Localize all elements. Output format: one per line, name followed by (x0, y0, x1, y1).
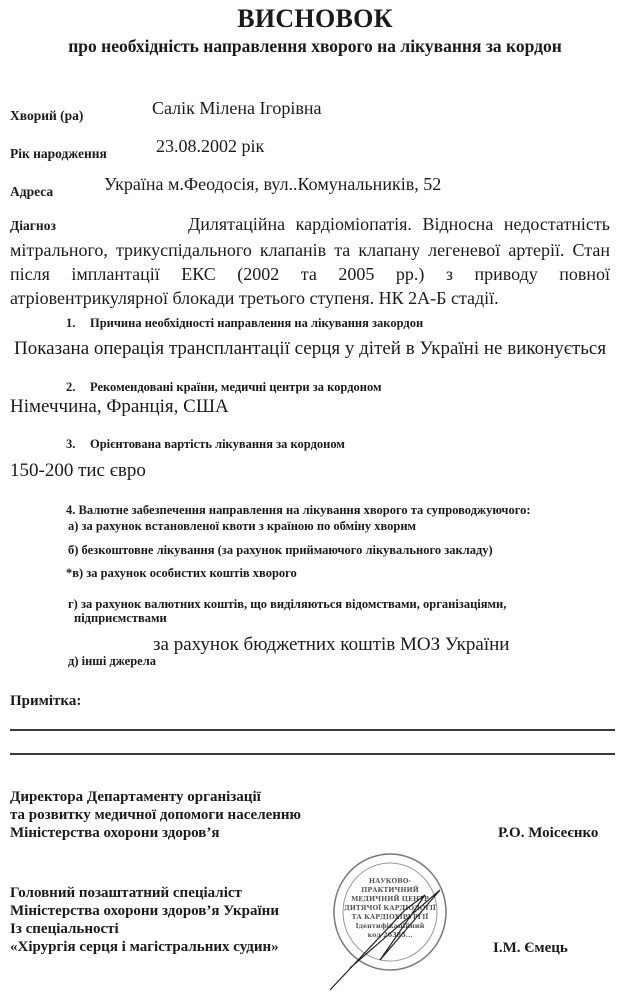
stamp-line-4: ДИТЯЧОЇ КАРДІОЛОГІЇ (344, 904, 436, 912)
funding-handwritten-answer: за рахунок бюджетних коштів МОЗ України (153, 634, 510, 655)
stamp-line-5: ТА КАРДІОХІРУРГІЇ (351, 913, 429, 921)
funding-option-e: д) інші джерела (68, 654, 156, 668)
address-label: Адреса (10, 184, 54, 199)
document-subtitle: про необхідність направлення хворого на лікування за кордон (68, 36, 562, 56)
funding-option-d-cont: підприємствами (74, 611, 167, 625)
signatory-1-name: Р.О. Моісеєнко (498, 825, 599, 841)
official-stamp (330, 850, 450, 1000)
section-3-answer: 150-200 тис євро (10, 460, 146, 481)
section-1-heading: 1. Причина необхідності направлення на лікування закордон (66, 316, 424, 330)
funding-option-d: г) за рахунок валютних коштів, що виділяються відомствами, організаціями, (68, 597, 507, 611)
stamp-line-7: код 26385... (367, 931, 413, 939)
diagnosis-block (10, 212, 610, 310)
diagnosis-label: Діагноз (10, 218, 56, 233)
note-line-1 (10, 729, 615, 731)
note-line-2 (10, 753, 615, 755)
funding-option-c: *в) за рахунок особистих коштів хворого (66, 566, 297, 580)
funding-option-a: а) за рахунок встановленої квоти з країною по обміну хворим (68, 519, 417, 533)
note-label: Примітка: (10, 693, 82, 709)
birth-value: 23.08.2002 рік (156, 136, 265, 156)
stamp-outer-ring (334, 854, 446, 970)
stamp-line-6: Ідентифікаційний (355, 922, 425, 930)
section-2-answer: Німеччина, Франція, США (10, 396, 229, 417)
diagnosis-value: Дилятаційна кардіоміопатія. Відносна недостатність мітрального, трикуспідального клапанів та клапану легеневої артерії. Стан після імплантації ЕКС (2002 та 2005 рр.) з приводу повної атріовентрикулярної блокади третього ступеня. НК 2А-Б стадії. (10, 214, 610, 308)
address-value: Україна м.Феодосія, вул..Комунальників, 52 (104, 174, 442, 194)
funding-option-b: б) безкоштовне лікування (за рахунок приймаючого лікувального закладу) (68, 543, 493, 557)
stamp-line-2: ПРАКТИЧНИЙ (361, 886, 419, 894)
signature-block-1: Директора Департаменту організації та розвитку медичної допомоги населенню Міністерства охорони здоров’я (10, 789, 302, 841)
stamp-line-1: НАУКОВО- (368, 877, 412, 885)
signatory-2-name: І.М. Ємець (493, 940, 568, 956)
patient-name-label: Хворий (ра) (10, 108, 84, 123)
document-title: ВИСНОВОК (237, 4, 393, 33)
patient-name-value: Салік Мілена Ігорівна (152, 98, 322, 118)
section-1-answer: Показана операція трансплантації серця у дітей в Україні не виконується (14, 338, 607, 359)
funding-heading: 4. Валютне забезпечення направлення на лікування хворого та супроводжуючого: (66, 503, 531, 517)
stamp-line-3: МЕДИЧНИЙ ЦЕНТР (351, 895, 429, 903)
birth-label: Рік народження (10, 146, 107, 161)
section-2-heading: 2. Рекомендовані країни, медичні центри за кордоном (66, 380, 382, 394)
signature-block-2: Головний позаштатний спеціаліст Міністерства охорони здоров’я України Із спеціальності «Хірургія серця і магістральних судин» (10, 885, 279, 955)
section-3-heading: 3. Орієнтована вартість лікування за кордоном (66, 437, 345, 451)
